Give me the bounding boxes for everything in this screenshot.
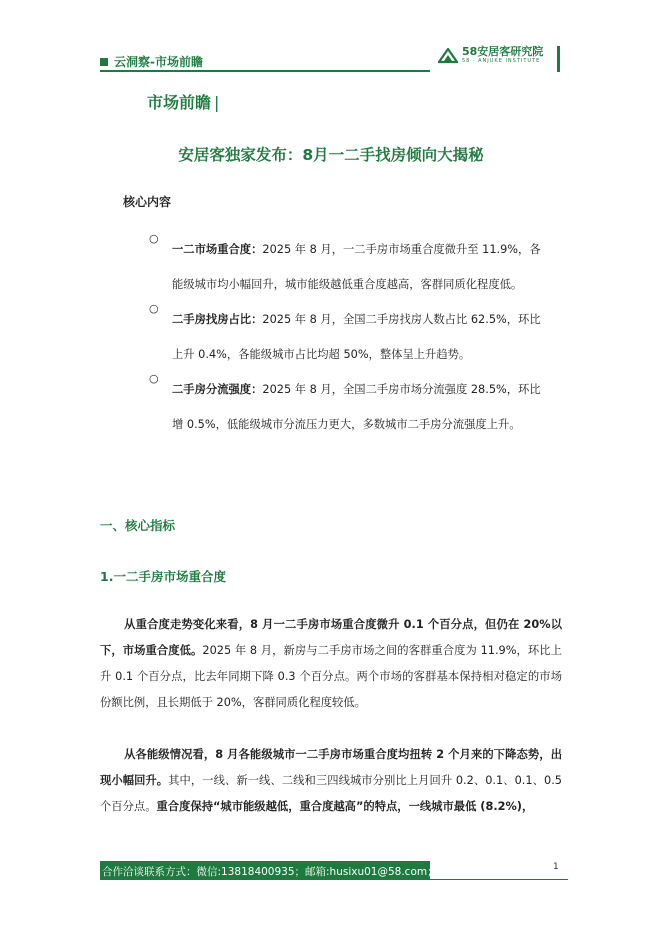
footer-divider [100,879,568,880]
bullet-text: 2025 年 8 月，一二手房市场重合度微升至 11.9%，各 [262,243,541,256]
paragraph-2 [100,742,562,820]
header-accent-bar [557,46,560,72]
bullet-text: 2025 年 8 月，全国二手房找房人数占比 62.5%，环比 [262,313,541,326]
paragraph-1 [100,612,562,716]
bullet-label: 二手房找房占比： [172,313,263,326]
logo-subtext: 58 · ANJUKE INSTITUTE [462,58,541,64]
para-bold: 重合度保持“城市能级越低，重合度越高”的特点，一线城市最低 (8.2%)， [156,800,534,813]
bullet-text: 上升 0.4%，各能级城市占比均超 50%，整体呈上升趋势。 [172,348,471,361]
bullet-label: 二手房分流强度： [172,383,263,396]
circle-bullet-icon: ○ [149,232,159,245]
bullet-text: 增 0.5%，低能级城市分流压力更大，多数城市二手房分流强度上升。 [172,418,521,431]
circle-bullet-icon: ○ [149,302,159,315]
para-text: 2025 年 8 月，新房与二手房市场之间的客群重合度为 11.9%，环比上升 0.1 个百分点，比去年同期下降 0.3 个百分点。两个市场的客群基本保持相对稳定的市场份额比例，且长期低于 20%，客群同质化程度较低。 [100,644,562,709]
breadcrumb-text: 云洞察-市场前瞻 [114,55,203,69]
bullet-text: 2025 年 8 月，全国二手房市场分流强度 28.5%，环比 [262,383,541,396]
section-title: 市场前瞻 | [147,93,220,112]
section-title-text: 市场前瞻 [147,93,212,112]
square-icon [100,58,108,66]
bullet-text: 能级城市均小幅回升，城市能级越低重合度越高，客群同质化程度低。 [172,278,523,291]
core-content-label: 核心内容 [123,195,172,209]
bullet-item-overlap [172,232,572,302]
heading-core-indicators: 一、核心指标 [100,518,176,533]
header-breadcrumb [100,53,203,70]
page-number: 1 [553,862,559,872]
bullet-item-diversion [172,372,572,442]
page-title: 安居客独家发布：8月一二手找房倾向大揭秘 [178,146,484,164]
circle-bullet-icon: ○ [149,372,159,385]
para-text: 其中，一线、新一线、二线和三四线城市分别比上月回升 0.2、0.1、0.1、0.5 个百分点。 [100,774,562,813]
bullet-label: 一二市场重合度： [172,243,263,256]
para-bold: 从各能级情况看，8 月各能级城市一二手房市场重合度均扭转 2 个月来的下降态势，出现小幅回升。 [100,748,562,787]
para-bold: 从重合度走势变化来看，8 月一二手房市场重合度微升 0.1 个百分点，但仍在 20%以下，市场重合度低。 [100,618,562,657]
footer-contact: 合作洽谈联系方式：微信:13818400935；邮箱:husixu01@58.com； [102,866,438,878]
logo [438,46,543,65]
heading-overlap: 1.一二手房市场重合度 [100,569,226,584]
house-logo-icon [438,48,458,64]
header-divider [100,70,430,72]
bullet-item-search-share [172,302,572,372]
logo-text: 58安居客研究院 [462,45,544,58]
